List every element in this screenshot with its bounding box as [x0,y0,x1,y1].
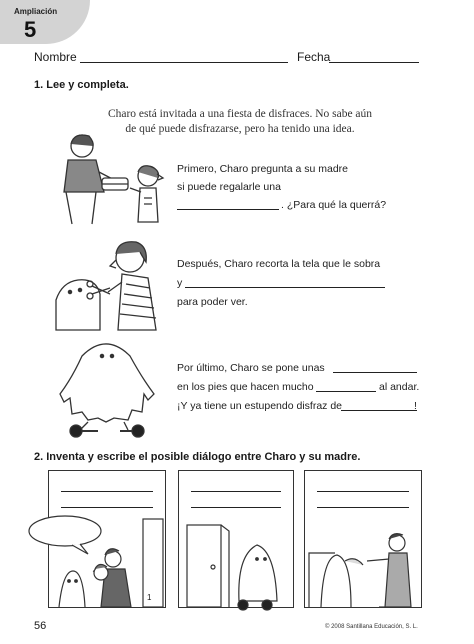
illustration-charo-cuts-fabric [52,238,164,330]
panel2-line-1[interactable] [191,491,281,492]
name-label: Nombre [34,50,77,64]
answer-blank-3[interactable] [333,372,417,373]
exercise1-title: 1. Lee y completa. [34,79,129,91]
panel3-illustration [305,515,421,607]
unit-number: 5 [24,17,37,42]
date-label: Fecha [297,50,331,64]
answer-blank-1[interactable] [177,209,279,210]
illustration-ghost-costume [58,338,164,438]
panel1-line-2[interactable] [61,507,153,508]
paragraph2-line3: para poder ver. [177,296,248,308]
paragraph1-line3: . ¿Para qué la querrá? [281,199,387,211]
answer-blank-2[interactable] [185,287,385,288]
panel1-line-1[interactable] [61,491,153,492]
paragraph2-line1: Después, Charo recorta la tela que le sobra [177,258,381,270]
comic-panel-3 [304,470,422,608]
illustration-mother-gives-fabric [44,132,166,224]
paragraph3-line1: Por último, Charo se pone unas [177,362,325,374]
unit-tab-label: Ampliación [14,7,58,16]
panel2-line-2[interactable] [191,507,281,508]
paragraph3-line3-prefix: ¡Y ya tiene un estupendo disfraz de [177,400,343,412]
page-number: 56 [34,620,47,632]
panel3-line-2[interactable] [317,507,409,508]
comic-panel-2 [178,470,294,608]
answer-blank-5[interactable] [341,410,417,411]
name-field[interactable] [80,62,288,63]
paragraph3-line3-suffix: ! [414,400,417,412]
date-field[interactable] [329,62,419,63]
paragraph3-line2-suffix: al andar. [379,381,420,393]
panel3-line-1[interactable] [317,491,409,492]
paragraph3-line2-prefix: en los pies que hacen mucho [177,381,314,393]
speech-bubble [28,514,104,554]
paragraph1-line1: Primero, Charo pregunta a su madre [177,163,348,175]
panel2-illustration [179,515,293,607]
intro-line: de qué puede disfrazarse, pero ha tenido una idea. [125,123,355,135]
copyright-notice: © 2008 Santillana Educación, S. L. [325,624,418,630]
paragraph1-line2: si puede regalarle una [177,181,281,193]
panel-number: 1 [147,593,152,602]
intro-line: Charo está invitada a una fiesta de disfraces. No sabe aún [107,108,373,120]
paragraph2-line2-prefix: y [177,277,183,289]
exercise2-title: 2. Inventa y escribe el posible diálogo entre Charo y su madre. [34,451,361,463]
answer-blank-4[interactable] [316,391,376,392]
